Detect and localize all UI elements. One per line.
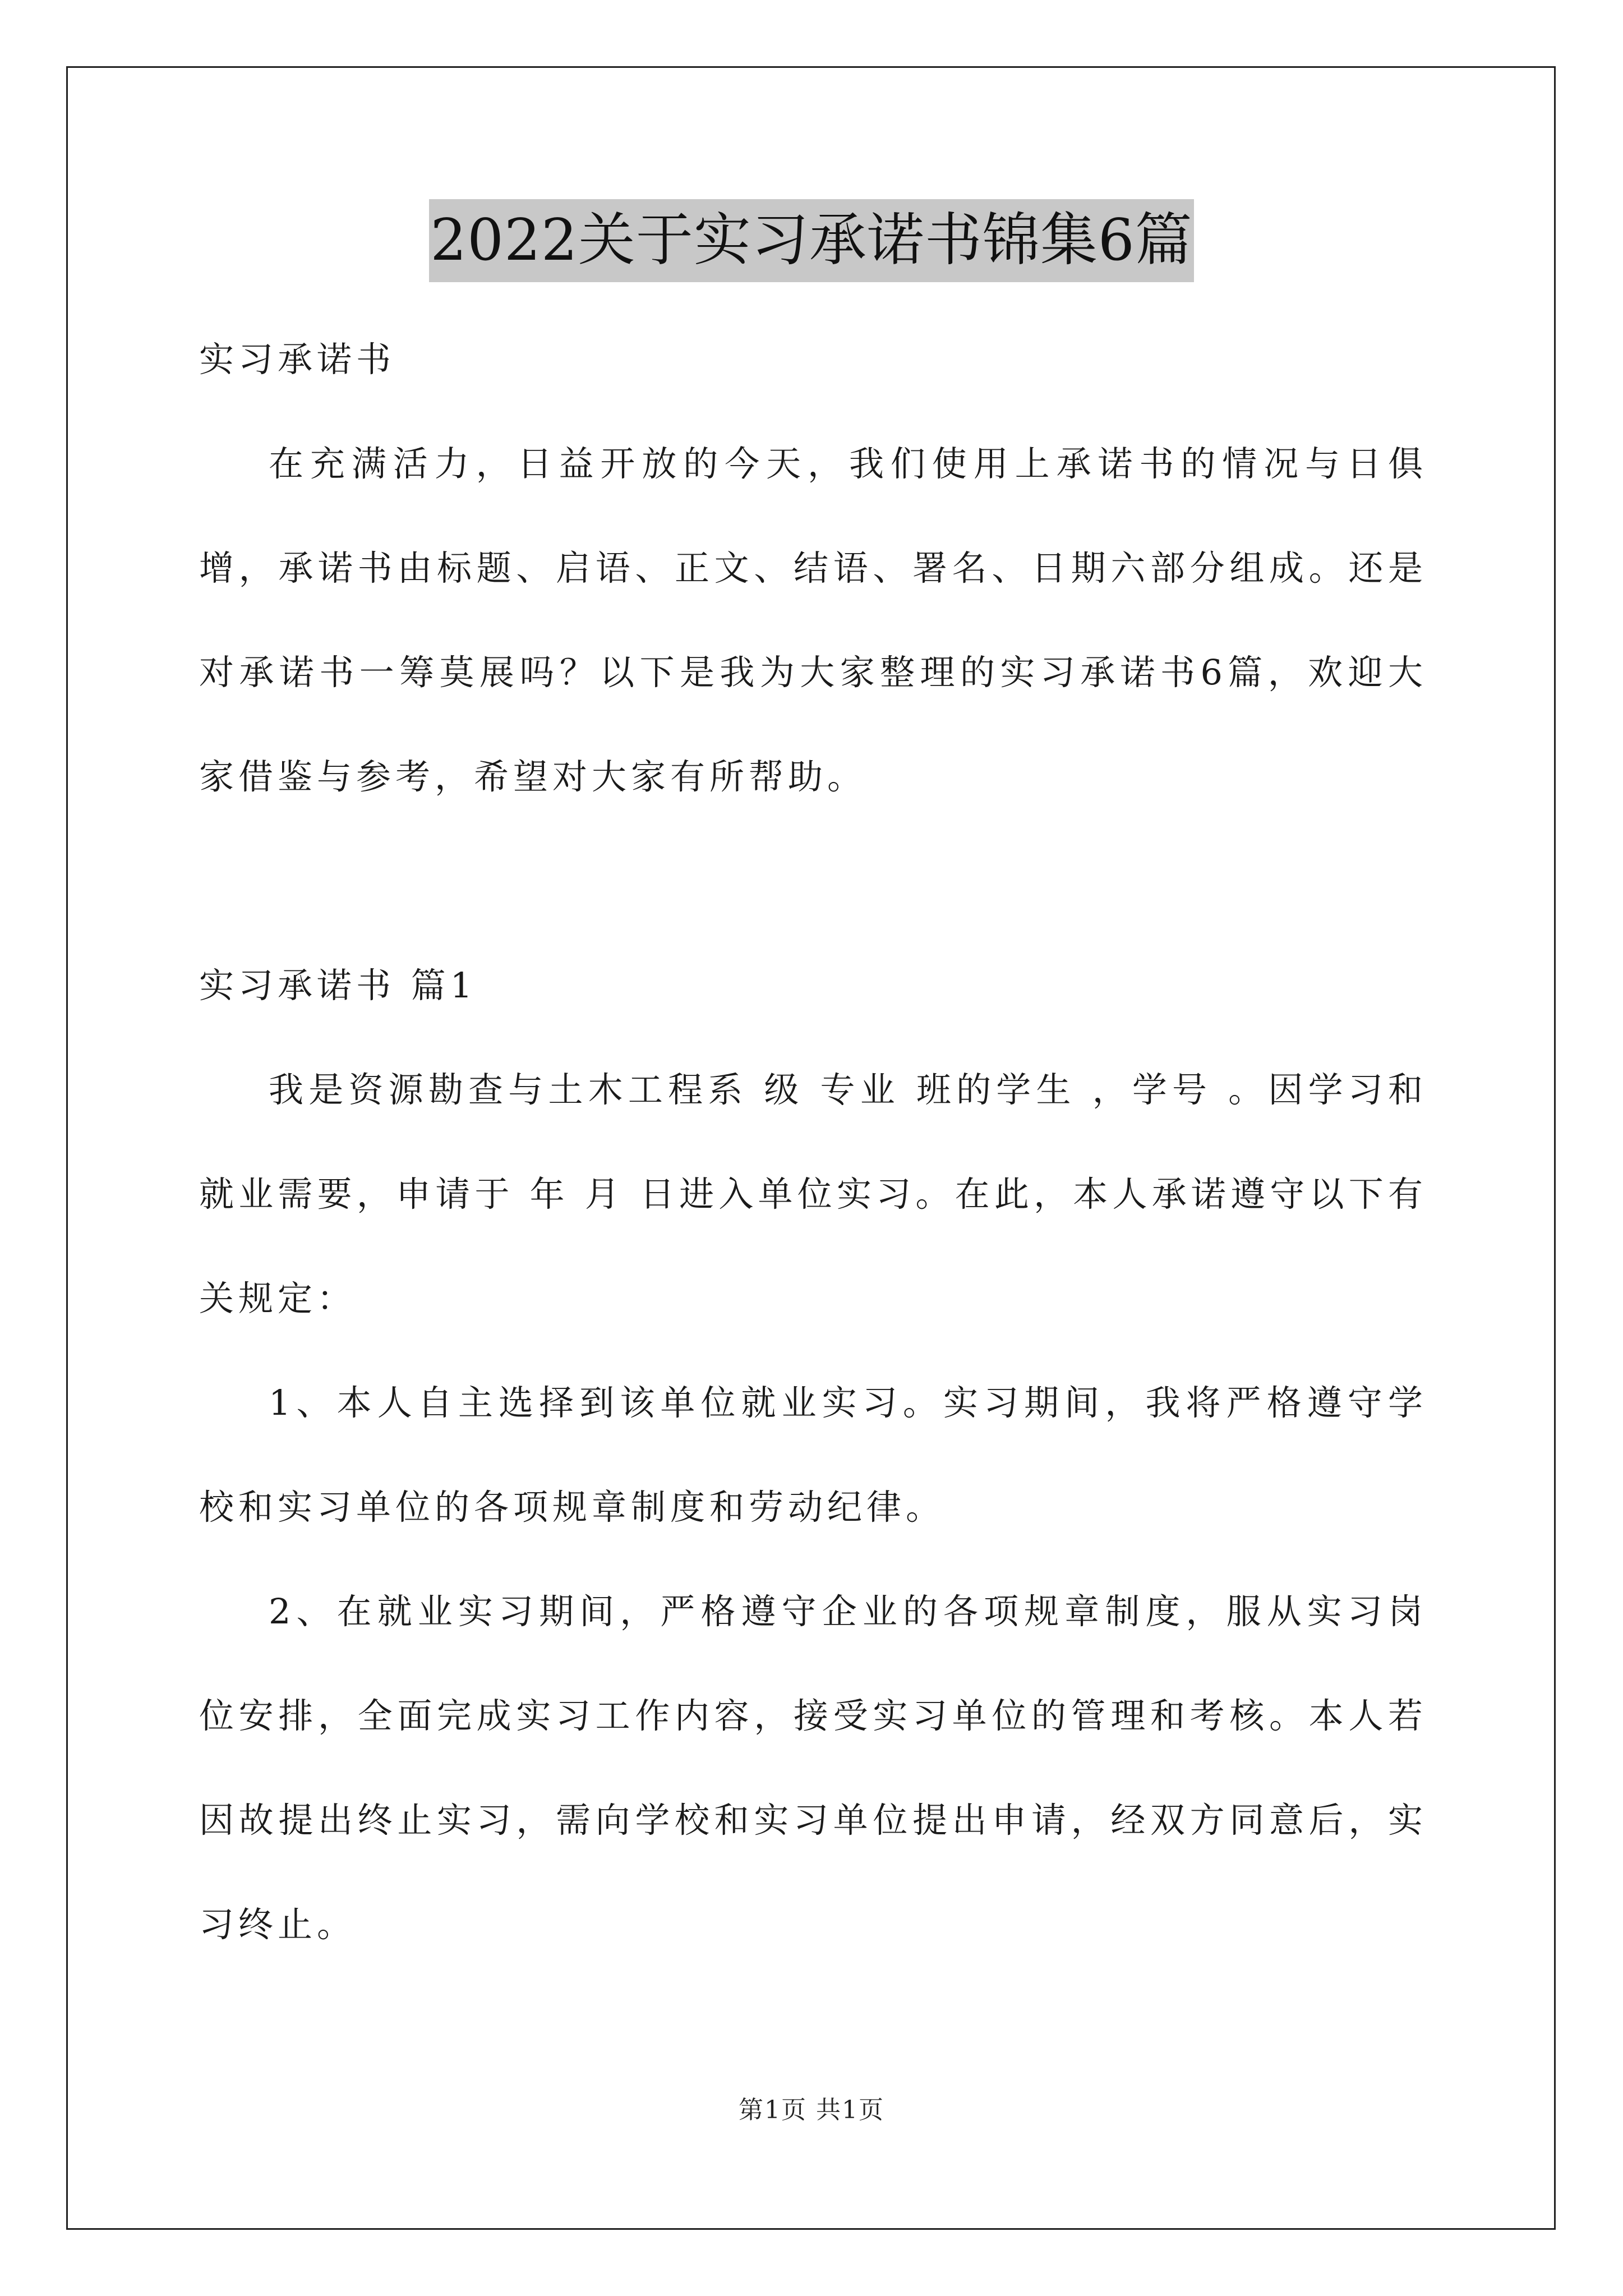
body-paragraph-2: 1、本人自主选择到该单位就业实习。实习期间，我将严格遵守学校和实习单位的各项规章制度和劳动纪律。 [199,1382,1427,1527]
document-body [199,307,1427,1977]
article-heading: 实习承诺书 篇1 [199,965,477,1006]
section-heading: 实习承诺书 [199,339,396,380]
page-footer: 第1页 共1页 [739,2096,884,2124]
body-paragraph-3: 2、在就业实习期间，严格遵守企业的各项规章制度，服从实习岗位安排，全面完成实习工作内容，接受实习单位的管理和考核。本人若因故提出终止实习，需向学校和实习单位提出申请，经双方同意后，实习终止。 [199,1591,1427,1945]
document-title: 2022关于实习承诺书锦集6篇 [429,199,1193,282]
paragraph-spacer [199,829,1427,933]
title-container [0,199,1623,282]
body-paragraph-1: 我是资源勘查与土木工程系 级 专业 班的学生 ，学号 。因学习和就业需要，申请于 年 月 日进入单位实习。在此，本人承诺遵守以下有关规定： [199,1069,1427,1319]
intro-paragraph: 在充满活力，日益开放的今天，我们使用上承诺书的情况与日俱增，承诺书由标题、启语、正文、结语、署名、日期六部分组成。还是对承诺书一筹莫展吗？以下是我为大家整理的实习承诺书6篇，欢迎大家借鉴与参考，希望对大家有所帮助。 [199,443,1427,797]
